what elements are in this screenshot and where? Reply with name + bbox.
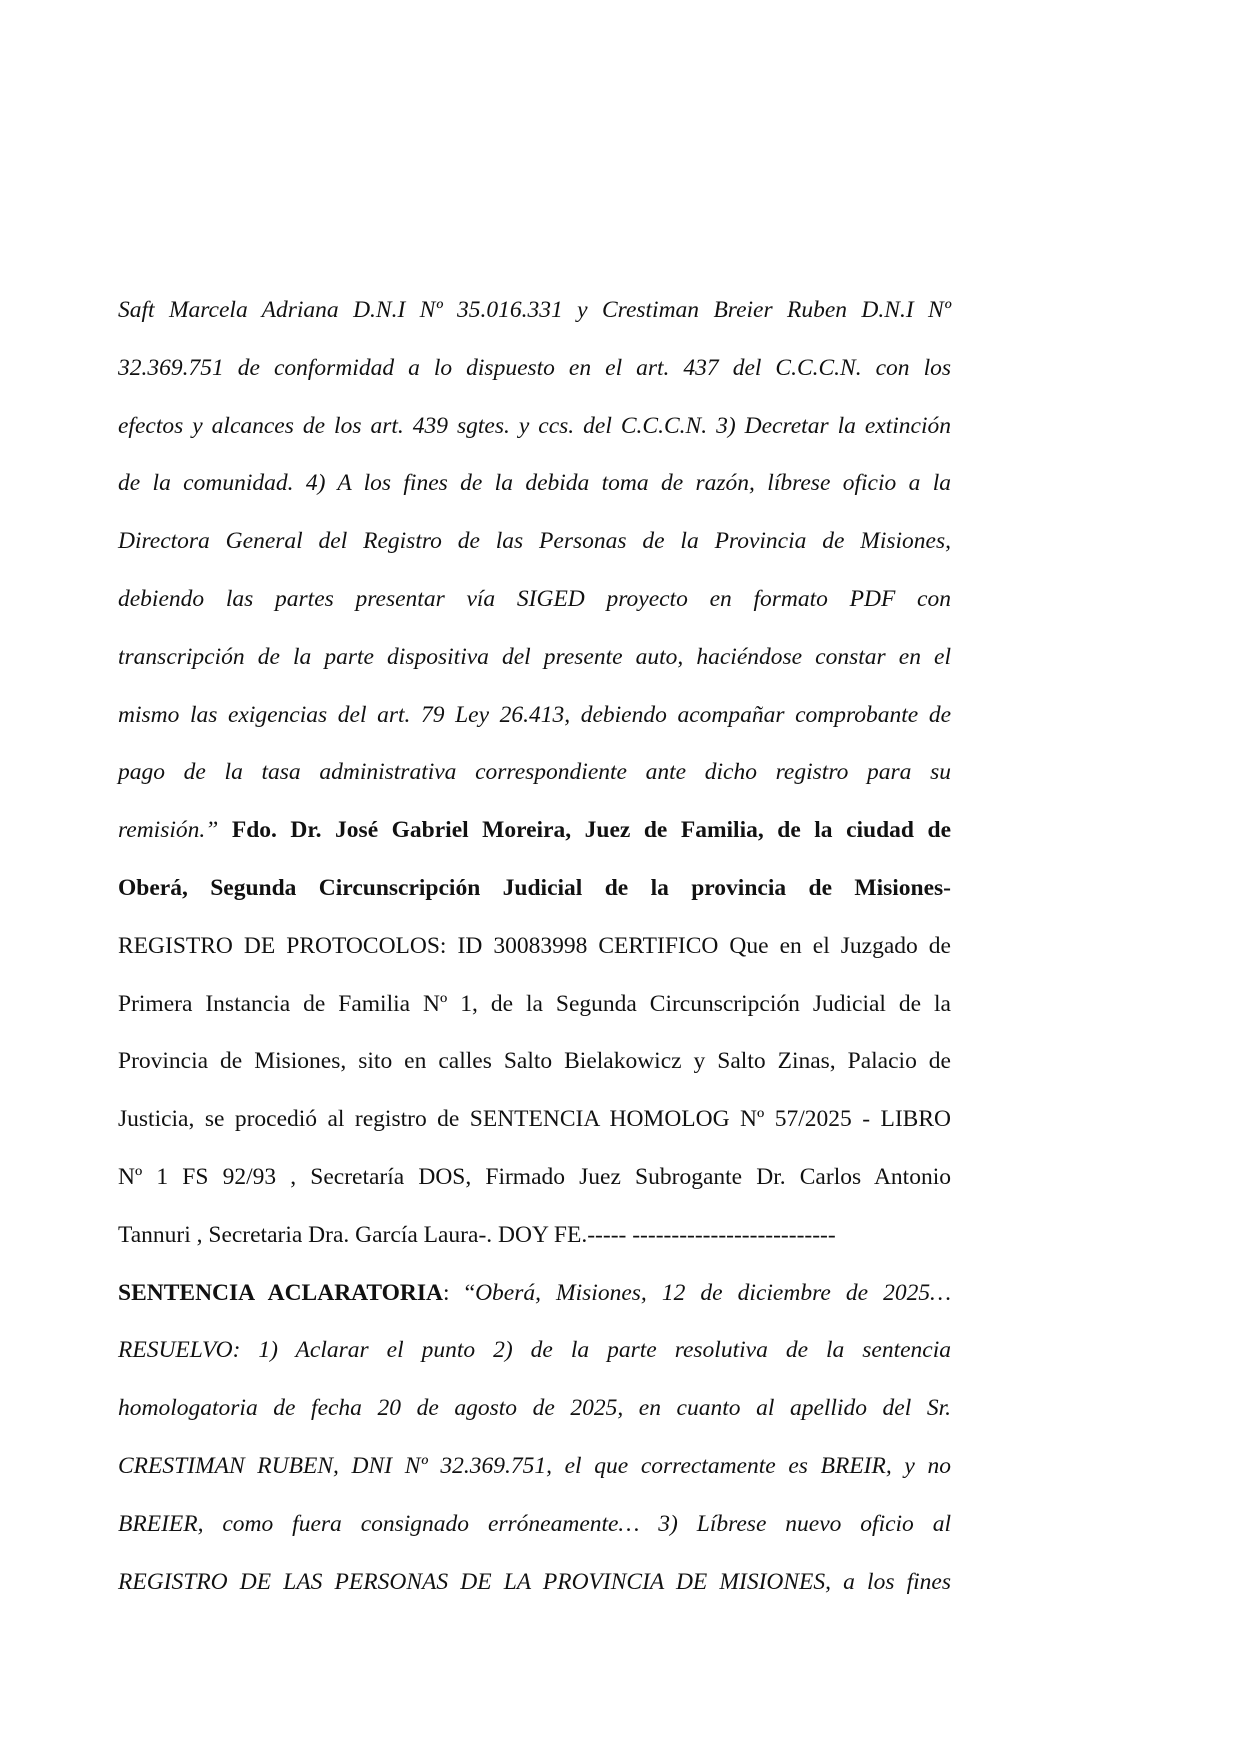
text-segment: CRESTIMAN RUBEN, DNI Nº 32.369.751, el que correctamente es BREIR, y no (118, 1452, 951, 1479)
text-line (118, 860, 951, 918)
text-line (118, 571, 951, 629)
text-line (118, 802, 951, 860)
text-segment: Nº 1 FS 92/93 , Secretaría DOS, Firmado Juez Subrogante Dr. Carlos Antonio (118, 1163, 951, 1190)
text-segment: Oberá, Misiones, 12 de diciembre de 2025… (475, 1279, 951, 1306)
text-segment: REGISTRO DE LAS PERSONAS DE LA PROVINCIA DE MISIONES, a los fines (118, 1568, 951, 1595)
text-segment: remisión.” (118, 817, 232, 844)
text-line (118, 1322, 951, 1380)
text-segment: pago de la tasa administrativa correspondiente ante dicho registro para su (118, 759, 951, 786)
text-segment: RESUELVO: 1) Aclarar el punto 2) de la parte resolutiva de la sentencia (118, 1337, 951, 1364)
text-segment: : “ (443, 1279, 476, 1306)
text-segment: Tannuri , Secretaria Dra. García Laura-. DOY FE.----- -------------------------- (118, 1221, 836, 1248)
text-line (118, 282, 951, 340)
text-line (118, 1091, 951, 1149)
text-line (118, 1438, 951, 1496)
text-line (118, 976, 951, 1034)
text-line (118, 687, 951, 745)
document-body (118, 282, 951, 1611)
text-segment: Fdo. Dr. José Gabriel Moreira, Juez de Familia, de la ciudad de (231, 817, 951, 844)
text-line (118, 340, 951, 398)
text-line (118, 744, 951, 802)
text-segment: Oberá, Segunda Circunscripción Judicial de la provincia de Misiones- (118, 874, 951, 901)
text-segment: Justicia, se procedió al registro de SENTENCIA HOMOLOG Nº 57/2025 - LIBRO (118, 1106, 951, 1133)
text-line (118, 513, 951, 571)
text-line (118, 1496, 951, 1554)
text-segment: Provincia de Misiones, sito en calles Salto Bielakowicz y Salto Zinas, Palacio de (118, 1048, 951, 1075)
text-segment: debiendo las partes presentar vía SIGED proyecto en formato PDF con (118, 585, 951, 612)
text-segment: homologatoria de fecha 20 de agosto de 2025, en cuanto al apellido del Sr. (118, 1395, 951, 1422)
text-segment: REGISTRO DE PROTOCOLOS: ID 30083998 CERTIFICO Que en el Juzgado de (118, 932, 951, 959)
text-line (118, 1380, 951, 1438)
text-line (118, 1265, 951, 1323)
text-line (118, 629, 951, 687)
text-segment: Directora General del Registro de las Personas de la Provincia de Misiones, (118, 528, 951, 555)
text-segment: Saft Marcela Adriana D.N.I Nº 35.016.331 y Crestiman Breier Ruben D.N.I Nº (118, 297, 951, 323)
text-segment: mismo las exigencias del art. 79 Ley 26.413, debiendo acompañar comprobante de (118, 701, 951, 728)
text-segment: efectos y alcances de los art. 439 sgtes. y ccs. del C.C.C.N. 3) Decretar la extinción (118, 412, 951, 439)
text-segment: 32.369.751 de conformidad a lo dispuesto en el art. 437 del C.C.C.N. con los (118, 354, 951, 381)
text-line (118, 1554, 951, 1612)
text-line (118, 398, 951, 456)
text-line (118, 1149, 951, 1207)
text-line (118, 455, 951, 513)
text-segment: de la comunidad. 4) A los fines de la debida toma de razón, líbrese oficio a la (118, 470, 951, 497)
text-line (118, 918, 951, 976)
text-segment: SENTENCIA ACLARATORIA (118, 1279, 444, 1306)
text-segment: transcripción de la parte dispositiva del presente auto, haciéndose constar en el (118, 643, 951, 670)
text-segment: BREIER, como fuera consignado erróneamente… 3) Líbrese nuevo oficio al (118, 1510, 951, 1537)
text-segment: Primera Instancia de Familia Nº 1, de la Segunda Circunscripción Judicial de la (118, 990, 951, 1017)
text-line (118, 1033, 951, 1091)
text-line (118, 1207, 951, 1265)
